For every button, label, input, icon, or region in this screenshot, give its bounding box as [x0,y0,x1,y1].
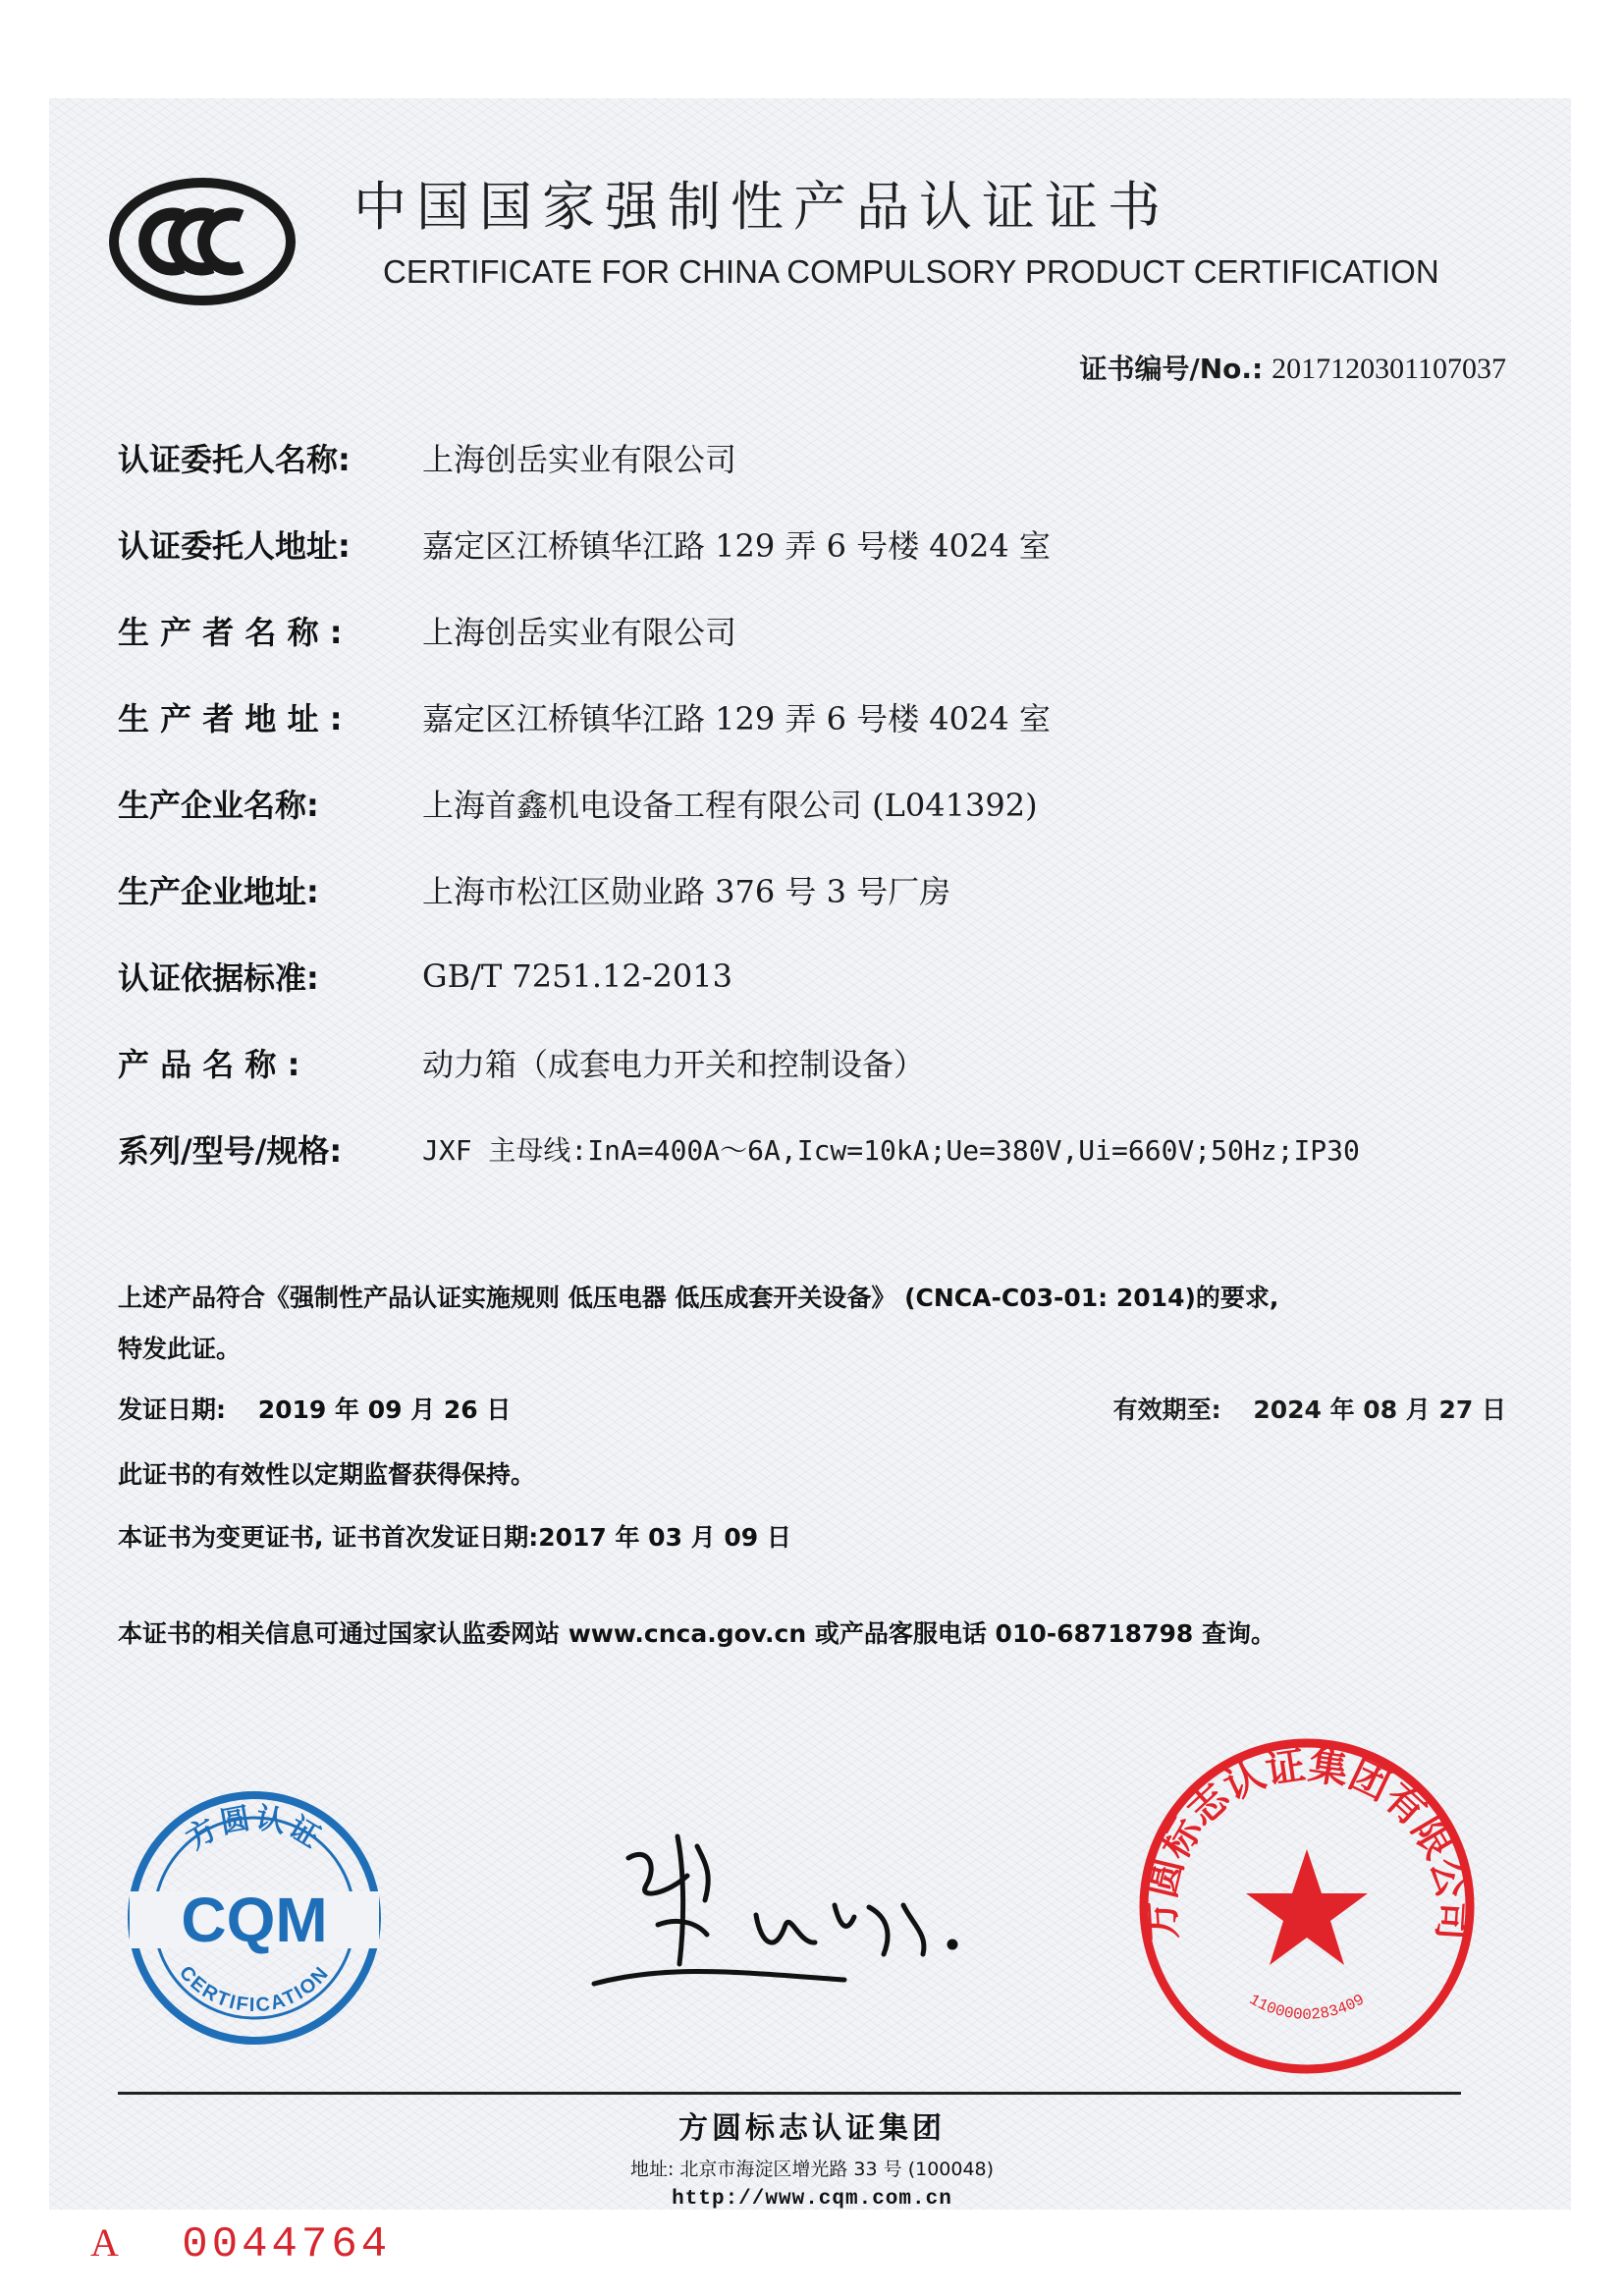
serial-prefix: A [90,2220,123,2265]
field-model-spec [118,1120,1360,1178]
svg-text:CQM: CQM [181,1885,328,1955]
field-value: 动力箱（成套电力开关和控制设备） [422,1046,926,1083]
field-manufacturer-name [118,601,736,660]
field-value: 上海创岳实业有限公司 [422,614,737,651]
field-manufacturer-address [118,687,1051,746]
issue-date-value: 2019 年 09 月 26 日 [257,1395,512,1424]
field-label: 认证依据标准: [118,959,319,997]
validity-note: 此证书的有效性以定期监督获得保持。 [118,1460,536,1489]
field-standard [118,947,732,1006]
field-value: 嘉定区江桥镇华江路 129 弄 6 号楼 4024 室 [422,527,1051,565]
footer-organization: 方圆标志认证集团 [678,2111,946,2146]
expiry-date [1113,1391,1506,1426]
statement-line-1: 上述产品符合《强制性产品认证实施规则 低压电器 低压成套开关设备》 (CNCA-C03-01: 2014)的要求, [118,1284,1279,1312]
svg-text:方圆标志认证集团有限公司: 方圆标志认证集团有限公司 [1138,1742,1476,1942]
field-label: 生产企业名称: [118,787,319,824]
footer-address: 地址: 北京市海淀区增光路 33 号 (100048) [629,2159,995,2180]
certificate-title-chinese: 中国国家强制性产品认证证书 [353,176,1170,238]
serial-number [90,2219,391,2269]
footer-divider [118,2092,1461,2095]
field-value: 上海创岳实业有限公司 [422,441,737,478]
field-label: 认证委托人名称: [118,441,351,478]
field-label: 认证委托人地址: [118,527,351,565]
certificate-number-value: 2017120301107037 [1272,353,1506,385]
field-label: 产 品 名 称 : [118,1046,300,1083]
official-seal [1137,1736,1477,2076]
field-value: 上海首鑫机电设备工程有限公司 (L041392) [422,787,1038,824]
cqm-certification-logo [126,1789,383,2047]
issue-date [118,1391,511,1426]
field-value: 上海市松江区勋业路 376 号 3 号厂房 [422,873,951,910]
statement-line-2: 特发此证。 [118,1335,242,1363]
field-label: 系列/型号/规格: [118,1132,343,1170]
svg-text:方圆认证: 方圆认证 [180,1800,329,1857]
expiry-date-label: 有效期至: [1112,1395,1221,1424]
field-applicant-name [118,428,736,487]
certificate-title-english: CERTIFICATE FOR CHINA COMPULSORY PRODUCT CERTIFICATION [383,253,1439,290]
certificate-number [1079,348,1506,387]
svg-text:CERTIFICATION: CERTIFICATION [175,1961,334,2017]
field-applicant-address [118,515,1051,574]
certificate-number-label: 证书编号/No.: [1079,353,1264,385]
field-value: 嘉定区江桥镇华江路 129 弄 6 号楼 4024 室 [422,700,1051,738]
issue-date-label: 发证日期: [118,1395,226,1424]
ccc-logo [106,175,298,308]
info-note: 本证书的相关信息可通过国家认监委网站 www.cnca.gov.cn 或产品客服电话 010-68718798 查询。 [118,1619,1275,1648]
field-factory-name [118,774,1038,833]
svg-text:1100000283409: 1100000283409 [1246,1991,1368,2024]
change-note: 本证书为变更证书, 证书首次发证日期:2017 年 03 月 09 日 [118,1523,791,1552]
field-label: 生 产 者 名 称 : [118,614,343,651]
field-value: GB/T 7251.12-2013 [422,957,732,995]
field-product-name [118,1033,925,1092]
signature [589,1807,982,2003]
field-label: 生 产 者 地 址 : [118,700,343,738]
footer-url[interactable]: http://www.cqm.com.cn [672,2188,952,2211]
serial-value: 0044764 [182,2220,392,2269]
field-factory-address [118,860,950,919]
field-value: JXF 主母线:InA=400A～6A,Icw=10kA;Ue=380V,Ui=660V;50Hz;IP30 [422,1134,1360,1167]
field-label: 生产企业地址: [118,873,319,910]
expiry-date-value: 2024 年 08 月 27 日 [1253,1395,1506,1424]
